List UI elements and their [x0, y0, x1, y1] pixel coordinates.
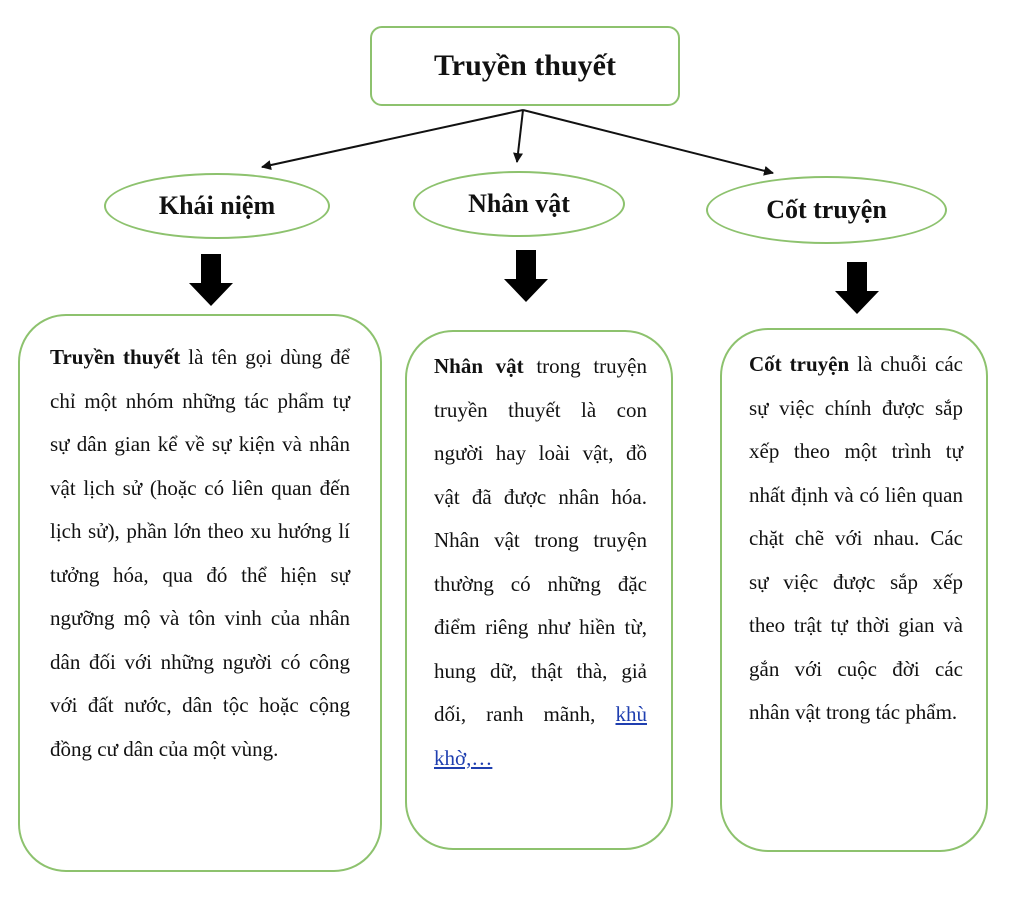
card-bold-lead: Truyền thuyết [50, 345, 181, 369]
card-khai-niem-text [50, 336, 350, 771]
branch-label: Khái niệm [158, 191, 276, 220]
card-body: là tên gọi dùng để chỉ một nhóm những tác phẩm tự sự dân gian kể về sự kiện và nhân vật lịch sử (hoặc có liên quan đến lịch sử), phần lớn theo xu hướng lí tưởng hóa, qua đó thể hiện sự ngưỡng mộ và tôn vinh của nhân dân đối với những người có công với đất nước, dân tộc hoặc cộng đồng cư dân của một vùng. [50, 345, 350, 761]
arrow-to-cot-truyen [523, 110, 773, 173]
card-nhan-vat [405, 330, 673, 850]
branch-nhan-vat [413, 171, 625, 237]
root-title: Truyền thuyết [434, 49, 616, 82]
down-arrow-nhan-vat [504, 250, 548, 302]
card-bold-lead: Nhân vật [434, 354, 524, 378]
card-body: là chuỗi các sự việc chính được sắp xếp theo một trình tự nhất định và có liên quan chặt chẽ với nhau. Các sự việc được sắp xếp theo trật tự thời gian và gắn với cuộc đời các nhân vật trong tác phẩm. [749, 352, 963, 724]
branch-label: Nhân vật [468, 189, 570, 218]
down-arrow-cot-truyen [835, 262, 879, 314]
card-khai-niem [18, 314, 382, 872]
branch-khai-niem [104, 173, 330, 239]
card-cot-truyen-text [749, 343, 963, 735]
arrow-to-nhan-vat [517, 110, 523, 162]
card-bold-lead: Cốt truyện [749, 352, 850, 376]
down-arrow-khai-niem [189, 254, 233, 306]
card-nhan-vat-text [434, 345, 647, 780]
branch-label: Cốt truyện [766, 195, 887, 224]
root-node [370, 26, 680, 106]
card-tail-underlined: khù khờ,… [434, 702, 647, 770]
card-cot-truyen [720, 328, 988, 852]
arrow-to-khai-niem [262, 110, 523, 167]
branch-cot-truyen [706, 176, 947, 244]
card-body: trong truyện truyền thuyết là con người hay loài vật, đồ vật đã được nhân hóa. Nhân vật trong truyện thường có những đặc điểm riêng như hiền từ, hung dữ, thật thà, giả dối, ranh mãnh, [434, 354, 647, 726]
